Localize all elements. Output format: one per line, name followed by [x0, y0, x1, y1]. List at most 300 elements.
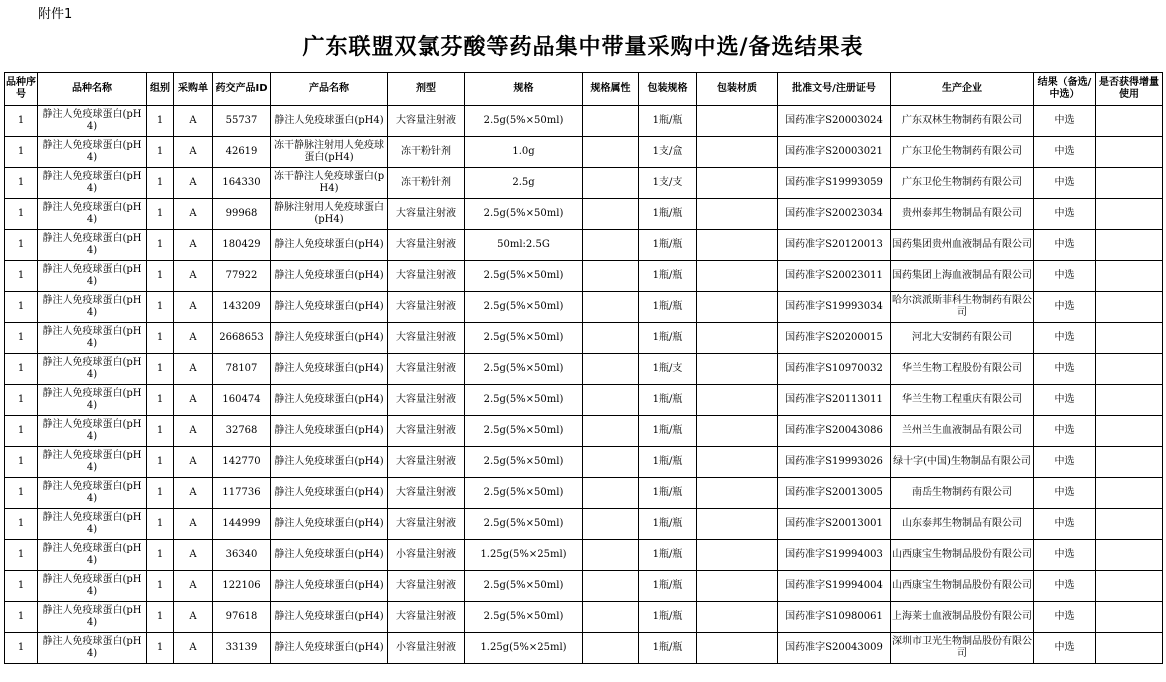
cell-manufacturer: 广东卫伦生物制药有限公司	[891, 137, 1034, 168]
cell-manufacturer: 上海莱士血液制品股份有限公司	[891, 602, 1034, 633]
table-row	[5, 354, 1163, 385]
cell-increment-usage	[1096, 168, 1163, 199]
cell-variety-no: 1	[5, 137, 38, 168]
cell-group: 1	[147, 230, 174, 261]
cell-variety-no: 1	[5, 416, 38, 447]
cell-result: 中选	[1034, 261, 1096, 292]
cell-specification: 2.5g(5%×50ml)	[465, 292, 583, 323]
cell-variety-name: 静注人免疫球蛋白(pH4)	[38, 447, 147, 478]
cell-result: 中选	[1034, 571, 1096, 602]
cell-manufacturer: 山西康宝生物制品股份有限公司	[891, 571, 1034, 602]
column-header-specification: 规格	[465, 73, 583, 106]
cell-product-name: 冻干静注人免疫球蛋白(pH4)	[271, 168, 388, 199]
cell-group: 1	[147, 633, 174, 664]
cell-spec-attribute	[583, 261, 639, 292]
cell-product-name: 静注人免疫球蛋白(pH4)	[271, 354, 388, 385]
cell-group: 1	[147, 199, 174, 230]
cell-manufacturer: 山西康宝生物制品股份有限公司	[891, 540, 1034, 571]
column-header-approval-number: 批准文号/注册证号	[778, 73, 891, 106]
cell-package-material	[697, 168, 778, 199]
cell-specification: 1.25g(5%×25ml)	[465, 540, 583, 571]
cell-specification: 2.5g(5%×50ml)	[465, 354, 583, 385]
cell-increment-usage	[1096, 261, 1163, 292]
cell-result: 中选	[1034, 540, 1096, 571]
cell-variety-no: 1	[5, 540, 38, 571]
cell-spec-attribute	[583, 478, 639, 509]
cell-approval-number: 国药准字S20043009	[778, 633, 891, 664]
cell-product-id: 2668653	[213, 323, 271, 354]
cell-product-name: 静注人免疫球蛋白(pH4)	[271, 106, 388, 137]
cell-dosage-form: 小容量注射液	[388, 633, 465, 664]
cell-package-material	[697, 478, 778, 509]
cell-variety-no: 1	[5, 447, 38, 478]
cell-product-name: 静注人免疫球蛋白(pH4)	[271, 447, 388, 478]
cell-product-id: 99968	[213, 199, 271, 230]
cell-spec-attribute	[583, 230, 639, 261]
cell-result: 中选	[1034, 416, 1096, 447]
cell-product-name: 静注人免疫球蛋白(pH4)	[271, 261, 388, 292]
cell-variety-name: 静注人免疫球蛋白(pH4)	[38, 509, 147, 540]
table-row	[5, 323, 1163, 354]
cell-dosage-form: 大容量注射液	[388, 447, 465, 478]
cell-specification: 2.5g(5%×50ml)	[465, 509, 583, 540]
cell-specification: 2.5g(5%×50ml)	[465, 447, 583, 478]
cell-group: 1	[147, 602, 174, 633]
cell-specification: 1.25g(5%×25ml)	[465, 633, 583, 664]
cell-product-name: 静脉注射用人免疫球蛋白(pH4)	[271, 199, 388, 230]
cell-spec-attribute	[583, 447, 639, 478]
cell-increment-usage	[1096, 447, 1163, 478]
cell-group: 1	[147, 447, 174, 478]
cell-product-id: 42619	[213, 137, 271, 168]
cell-specification: 2.5g(5%×50ml)	[465, 478, 583, 509]
cell-variety-name: 静注人免疫球蛋白(pH4)	[38, 292, 147, 323]
cell-dosage-form: 冻干粉针剂	[388, 137, 465, 168]
cell-purchase-list: A	[174, 509, 213, 540]
cell-product-name: 静注人免疫球蛋白(pH4)	[271, 292, 388, 323]
cell-purchase-list: A	[174, 354, 213, 385]
cell-specification: 2.5g(5%×50ml)	[465, 261, 583, 292]
cell-spec-attribute	[583, 571, 639, 602]
cell-variety-no: 1	[5, 199, 38, 230]
cell-group: 1	[147, 323, 174, 354]
cell-purchase-list: A	[174, 385, 213, 416]
cell-purchase-list: A	[174, 633, 213, 664]
cell-result: 中选	[1034, 106, 1096, 137]
cell-increment-usage	[1096, 540, 1163, 571]
table-row	[5, 633, 1163, 664]
cell-package-material	[697, 416, 778, 447]
cell-dosage-form: 小容量注射液	[388, 540, 465, 571]
cell-spec-attribute	[583, 385, 639, 416]
cell-package-material	[697, 323, 778, 354]
table-row	[5, 571, 1163, 602]
cell-package-material	[697, 292, 778, 323]
cell-variety-name: 静注人免疫球蛋白(pH4)	[38, 478, 147, 509]
cell-result: 中选	[1034, 137, 1096, 168]
cell-result: 中选	[1034, 354, 1096, 385]
cell-dosage-form: 大容量注射液	[388, 230, 465, 261]
cell-specification: 2.5g(5%×50ml)	[465, 416, 583, 447]
cell-package-material	[697, 106, 778, 137]
cell-product-id: 142770	[213, 447, 271, 478]
cell-purchase-list: A	[174, 199, 213, 230]
cell-package-spec: 1瓶/瓶	[639, 509, 697, 540]
attachment-label: 附件1	[38, 7, 73, 22]
page-title: 广东联盟双氯芬酸等药品集中带量采购中选/备选结果表	[302, 35, 864, 60]
cell-manufacturer: 山东泰邦生物制品有限公司	[891, 509, 1034, 540]
cell-group: 1	[147, 354, 174, 385]
cell-variety-name: 静注人免疫球蛋白(pH4)	[38, 602, 147, 633]
cell-spec-attribute	[583, 602, 639, 633]
cell-product-id: 78107	[213, 354, 271, 385]
cell-variety-no: 1	[5, 106, 38, 137]
cell-variety-no: 1	[5, 478, 38, 509]
cell-approval-number: 国药准字S19994004	[778, 571, 891, 602]
column-header-variety-no: 品种序号	[5, 73, 38, 106]
cell-variety-no: 1	[5, 633, 38, 664]
cell-product-id: 97618	[213, 602, 271, 633]
cell-variety-name: 静注人免疫球蛋白(pH4)	[38, 571, 147, 602]
column-header-manufacturer: 生产企业	[891, 73, 1034, 106]
cell-group: 1	[147, 137, 174, 168]
cell-variety-no: 1	[5, 261, 38, 292]
cell-purchase-list: A	[174, 571, 213, 602]
table-row	[5, 292, 1163, 323]
cell-spec-attribute	[583, 323, 639, 354]
column-header-spec-attribute: 规格属性	[583, 73, 639, 106]
table-row	[5, 540, 1163, 571]
cell-product-name: 静注人免疫球蛋白(pH4)	[271, 602, 388, 633]
cell-specification: 1.0g	[465, 137, 583, 168]
table-row	[5, 385, 1163, 416]
cell-dosage-form: 大容量注射液	[388, 416, 465, 447]
cell-variety-name: 静注人免疫球蛋白(pH4)	[38, 137, 147, 168]
cell-manufacturer: 华兰生物工程股份有限公司	[891, 354, 1034, 385]
table-row	[5, 261, 1163, 292]
cell-specification: 2.5g(5%×50ml)	[465, 602, 583, 633]
cell-package-spec: 1瓶/瓶	[639, 633, 697, 664]
cell-group: 1	[147, 509, 174, 540]
cell-package-material	[697, 385, 778, 416]
cell-spec-attribute	[583, 292, 639, 323]
cell-package-spec: 1瓶/瓶	[639, 602, 697, 633]
column-header-product-id: 药交产品ID	[213, 73, 271, 106]
cell-manufacturer: 绿十字(中国)生物制品有限公司	[891, 447, 1034, 478]
cell-dosage-form: 大容量注射液	[388, 478, 465, 509]
results-table	[4, 72, 1163, 664]
cell-spec-attribute	[583, 137, 639, 168]
table-row	[5, 168, 1163, 199]
cell-group: 1	[147, 540, 174, 571]
cell-group: 1	[147, 261, 174, 292]
table-row	[5, 106, 1163, 137]
cell-dosage-form: 大容量注射液	[388, 385, 465, 416]
cell-variety-no: 1	[5, 230, 38, 261]
cell-approval-number: 国药准字S19993026	[778, 447, 891, 478]
column-header-purchase-list: 采购单	[174, 73, 213, 106]
cell-product-name: 静注人免疫球蛋白(pH4)	[271, 385, 388, 416]
cell-product-name: 静注人免疫球蛋白(pH4)	[271, 323, 388, 354]
table-row	[5, 478, 1163, 509]
cell-product-id: 55737	[213, 106, 271, 137]
cell-increment-usage	[1096, 509, 1163, 540]
cell-approval-number: 国药准字S20013001	[778, 509, 891, 540]
cell-dosage-form: 大容量注射液	[388, 509, 465, 540]
cell-purchase-list: A	[174, 106, 213, 137]
cell-approval-number: 国药准字S19994003	[778, 540, 891, 571]
cell-variety-name: 静注人免疫球蛋白(pH4)	[38, 199, 147, 230]
cell-group: 1	[147, 478, 174, 509]
cell-variety-no: 1	[5, 602, 38, 633]
cell-approval-number: 国药准字S10970032	[778, 354, 891, 385]
cell-increment-usage	[1096, 199, 1163, 230]
cell-package-material	[697, 199, 778, 230]
cell-product-id: 143209	[213, 292, 271, 323]
cell-variety-name: 静注人免疫球蛋白(pH4)	[38, 261, 147, 292]
cell-increment-usage	[1096, 571, 1163, 602]
column-header-group: 组别	[147, 73, 174, 106]
cell-approval-number: 国药准字S20003024	[778, 106, 891, 137]
cell-spec-attribute	[583, 509, 639, 540]
column-header-package-spec: 包装规格	[639, 73, 697, 106]
cell-specification: 2.5g(5%×50ml)	[465, 571, 583, 602]
cell-package-material	[697, 571, 778, 602]
cell-result: 中选	[1034, 230, 1096, 261]
cell-product-id: 33139	[213, 633, 271, 664]
table-body	[5, 106, 1163, 664]
cell-purchase-list: A	[174, 602, 213, 633]
cell-group: 1	[147, 571, 174, 602]
cell-package-spec: 1瓶/瓶	[639, 571, 697, 602]
cell-spec-attribute	[583, 106, 639, 137]
cell-spec-attribute	[583, 199, 639, 230]
column-header-package-material: 包装材质	[697, 73, 778, 106]
cell-variety-no: 1	[5, 168, 38, 199]
cell-manufacturer: 国药集团上海血液制品有限公司	[891, 261, 1034, 292]
column-header-increment-usage: 是否获得增量使用	[1096, 73, 1163, 106]
cell-purchase-list: A	[174, 416, 213, 447]
cell-approval-number: 国药准字S20043086	[778, 416, 891, 447]
cell-purchase-list: A	[174, 447, 213, 478]
table-row	[5, 230, 1163, 261]
column-header-product-name: 产品名称	[271, 73, 388, 106]
cell-product-name: 冻干静脉注射用人免疫球蛋白(pH4)	[271, 137, 388, 168]
cell-dosage-form: 大容量注射液	[388, 571, 465, 602]
cell-specification: 2.5g(5%×50ml)	[465, 199, 583, 230]
cell-increment-usage	[1096, 385, 1163, 416]
cell-package-spec: 1支/盒	[639, 137, 697, 168]
cell-package-spec: 1瓶/支	[639, 354, 697, 385]
cell-group: 1	[147, 168, 174, 199]
cell-manufacturer: 华兰生物工程重庆有限公司	[891, 385, 1034, 416]
cell-increment-usage	[1096, 416, 1163, 447]
cell-package-spec: 1瓶/瓶	[639, 199, 697, 230]
cell-package-spec: 1瓶/瓶	[639, 385, 697, 416]
cell-dosage-form: 大容量注射液	[388, 199, 465, 230]
cell-variety-no: 1	[5, 354, 38, 385]
cell-spec-attribute	[583, 540, 639, 571]
cell-package-spec: 1瓶/瓶	[639, 416, 697, 447]
cell-result: 中选	[1034, 292, 1096, 323]
cell-package-spec: 1瓶/瓶	[639, 323, 697, 354]
cell-package-spec: 1瓶/瓶	[639, 230, 697, 261]
cell-purchase-list: A	[174, 540, 213, 571]
cell-package-material	[697, 447, 778, 478]
cell-approval-number: 国药准字S20023011	[778, 261, 891, 292]
cell-variety-name: 静注人免疫球蛋白(pH4)	[38, 230, 147, 261]
cell-increment-usage	[1096, 292, 1163, 323]
cell-manufacturer: 贵州泰邦生物制品有限公司	[891, 199, 1034, 230]
cell-variety-name: 静注人免疫球蛋白(pH4)	[38, 416, 147, 447]
cell-dosage-form: 大容量注射液	[388, 106, 465, 137]
cell-product-name: 静注人免疫球蛋白(pH4)	[271, 540, 388, 571]
cell-manufacturer: 国药集团贵州血液制品有限公司	[891, 230, 1034, 261]
cell-purchase-list: A	[174, 168, 213, 199]
cell-variety-name: 静注人免疫球蛋白(pH4)	[38, 633, 147, 664]
cell-specification: 2.5g	[465, 168, 583, 199]
cell-specification: 2.5g(5%×50ml)	[465, 323, 583, 354]
cell-variety-name: 静注人免疫球蛋白(pH4)	[38, 168, 147, 199]
cell-dosage-form: 大容量注射液	[388, 602, 465, 633]
cell-manufacturer: 河北大安制药有限公司	[891, 323, 1034, 354]
cell-increment-usage	[1096, 230, 1163, 261]
cell-manufacturer: 深圳市卫光生物制品股份有限公司	[891, 633, 1034, 664]
cell-group: 1	[147, 106, 174, 137]
cell-product-name: 静注人免疫球蛋白(pH4)	[271, 478, 388, 509]
cell-result: 中选	[1034, 447, 1096, 478]
cell-result: 中选	[1034, 478, 1096, 509]
cell-package-material	[697, 633, 778, 664]
cell-approval-number: 国药准字S20013005	[778, 478, 891, 509]
cell-package-spec: 1支/支	[639, 168, 697, 199]
cell-package-material	[697, 602, 778, 633]
cell-variety-name: 静注人免疫球蛋白(pH4)	[38, 540, 147, 571]
cell-manufacturer: 广东双林生物制药有限公司	[891, 106, 1034, 137]
cell-package-material	[697, 354, 778, 385]
cell-package-spec: 1瓶/瓶	[639, 478, 697, 509]
cell-product-id: 164330	[213, 168, 271, 199]
cell-package-material	[697, 261, 778, 292]
cell-result: 中选	[1034, 509, 1096, 540]
cell-spec-attribute	[583, 354, 639, 385]
cell-product-name: 静注人免疫球蛋白(pH4)	[271, 571, 388, 602]
cell-package-material	[697, 540, 778, 571]
cell-variety-no: 1	[5, 385, 38, 416]
cell-approval-number: 国药准字S20003021	[778, 137, 891, 168]
cell-increment-usage	[1096, 478, 1163, 509]
table-row	[5, 602, 1163, 633]
table-row	[5, 137, 1163, 168]
cell-manufacturer: 南岳生物制药有限公司	[891, 478, 1034, 509]
cell-approval-number: 国药准字S20200015	[778, 323, 891, 354]
cell-result: 中选	[1034, 633, 1096, 664]
cell-manufacturer: 广东卫伦生物制药有限公司	[891, 168, 1034, 199]
cell-group: 1	[147, 292, 174, 323]
cell-manufacturer: 兰州兰生血液制品有限公司	[891, 416, 1034, 447]
cell-group: 1	[147, 416, 174, 447]
cell-product-name: 静注人免疫球蛋白(pH4)	[271, 509, 388, 540]
cell-package-material	[697, 230, 778, 261]
cell-dosage-form: 大容量注射液	[388, 323, 465, 354]
cell-increment-usage	[1096, 323, 1163, 354]
cell-approval-number: 国药准字S19993059	[778, 168, 891, 199]
cell-product-id: 117736	[213, 478, 271, 509]
cell-result: 中选	[1034, 323, 1096, 354]
cell-purchase-list: A	[174, 323, 213, 354]
cell-purchase-list: A	[174, 478, 213, 509]
cell-spec-attribute	[583, 416, 639, 447]
cell-result: 中选	[1034, 385, 1096, 416]
cell-variety-no: 1	[5, 323, 38, 354]
cell-product-id: 122106	[213, 571, 271, 602]
cell-product-id: 180429	[213, 230, 271, 261]
cell-increment-usage	[1096, 354, 1163, 385]
cell-product-name: 静注人免疫球蛋白(pH4)	[271, 230, 388, 261]
cell-increment-usage	[1096, 106, 1163, 137]
cell-spec-attribute	[583, 168, 639, 199]
column-header-dosage-form: 剂型	[388, 73, 465, 106]
cell-purchase-list: A	[174, 137, 213, 168]
cell-variety-name: 静注人免疫球蛋白(pH4)	[38, 106, 147, 137]
table-row	[5, 416, 1163, 447]
cell-result: 中选	[1034, 602, 1096, 633]
cell-variety-name: 静注人免疫球蛋白(pH4)	[38, 385, 147, 416]
table-row	[5, 447, 1163, 478]
cell-dosage-form: 大容量注射液	[388, 292, 465, 323]
cell-approval-number: 国药准字S20113011	[778, 385, 891, 416]
table-row	[5, 509, 1163, 540]
cell-approval-number: 国药准字S20023034	[778, 199, 891, 230]
cell-specification: 2.5g(5%×50ml)	[465, 385, 583, 416]
cell-approval-number: 国药准字S19993034	[778, 292, 891, 323]
cell-product-id: 36340	[213, 540, 271, 571]
cell-purchase-list: A	[174, 261, 213, 292]
cell-package-material	[697, 137, 778, 168]
cell-product-name: 静注人免疫球蛋白(pH4)	[271, 633, 388, 664]
cell-dosage-form: 大容量注射液	[388, 354, 465, 385]
cell-purchase-list: A	[174, 230, 213, 261]
cell-purchase-list: A	[174, 292, 213, 323]
cell-result: 中选	[1034, 168, 1096, 199]
cell-dosage-form: 冻干粉针剂	[388, 168, 465, 199]
cell-dosage-form: 大容量注射液	[388, 261, 465, 292]
cell-result: 中选	[1034, 199, 1096, 230]
table-row	[5, 199, 1163, 230]
cell-group: 1	[147, 385, 174, 416]
cell-package-spec: 1瓶/瓶	[639, 540, 697, 571]
cell-package-spec: 1瓶/瓶	[639, 106, 697, 137]
cell-package-spec: 1瓶/瓶	[639, 261, 697, 292]
cell-spec-attribute	[583, 633, 639, 664]
cell-package-material	[697, 509, 778, 540]
cell-variety-no: 1	[5, 571, 38, 602]
cell-product-id: 144999	[213, 509, 271, 540]
cell-package-spec: 1瓶/瓶	[639, 447, 697, 478]
cell-approval-number: 国药准字S10980061	[778, 602, 891, 633]
cell-variety-name: 静注人免疫球蛋白(pH4)	[38, 354, 147, 385]
cell-approval-number: 国药准字S20120013	[778, 230, 891, 261]
cell-product-id: 32768	[213, 416, 271, 447]
cell-increment-usage	[1096, 602, 1163, 633]
table-header-row	[5, 73, 1163, 106]
column-header-result: 结果（备选/中选）	[1034, 73, 1096, 106]
cell-increment-usage	[1096, 137, 1163, 168]
column-header-variety-name: 品种名称	[38, 73, 147, 106]
cell-product-id: 77922	[213, 261, 271, 292]
cell-increment-usage	[1096, 633, 1163, 664]
cell-variety-no: 1	[5, 292, 38, 323]
